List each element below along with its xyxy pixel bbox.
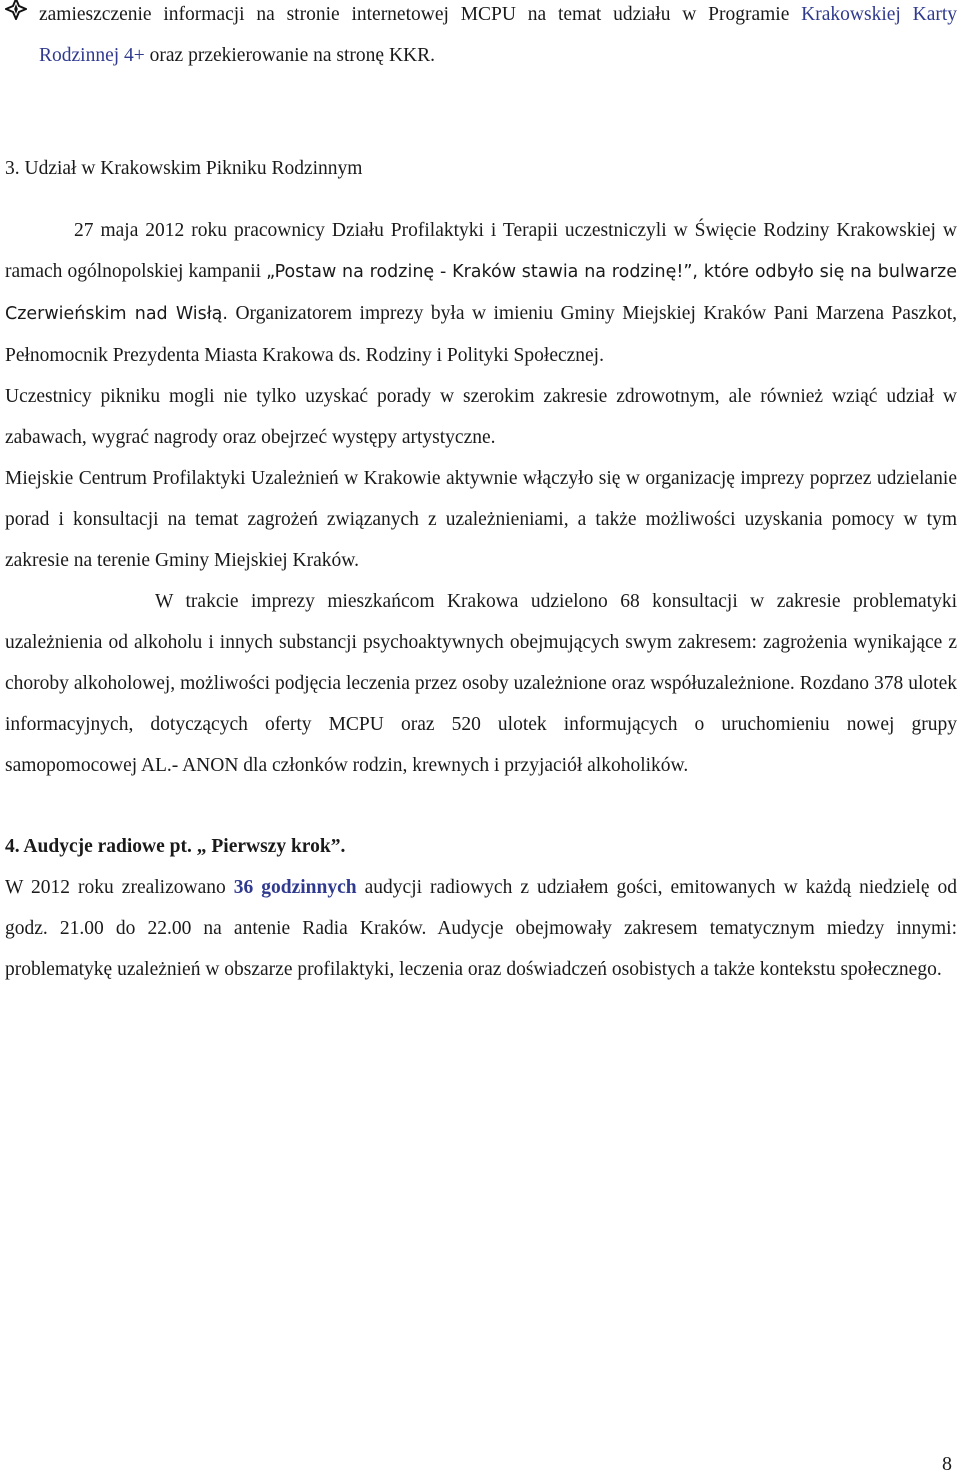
campaign-name: „Postaw na rodzinę - Kraków stawia na rodzinę!	[266, 262, 684, 282]
s4-part1: W 2012 roku zrealizowano	[5, 877, 234, 898]
hours-highlight: 36 godzinnych	[233, 877, 357, 898]
p1-part3: Organizatorem imprezy była w imieniu Gminy Miejskiej Kraków Pani Marzena Paszkot, Pełnomocnik Prezydenta Miasta Krakowa ds. Rodziny i Polityki Społecznej.	[5, 303, 957, 366]
section-3-paragraph-4: W trakcie imprezy mieszkańcom Krakowa udzielono 68 konsultacji w zakresie problematyki uzależnienia od alkoholu i innych substancji psychoaktywnych obejmujących swym zakresem: zagrożenia wynikające z choroby alkoholowej, możliwości podjęcia leczenia przez osoby uzależnione oraz współuzależnione. Rozdano 378 ulotek informacyjnych, dotyczących oferty MCPU oraz 520 ulotek informujących o uruchomieniu nowej grupy samopomocowej AL.- ANON dla członków rodzin, krewnych i przyjaciół alkoholików.	[5, 591, 957, 776]
kkr-program-name: Krakowskiej Karty Rodzinnej 4+	[39, 4, 958, 66]
section-3-paragraph-2: Uczestnicy pikniku mogli nie tylko uzyskać porady w szerokim zakresie zdrowotnym, ale również wziąć udział w zabawach, wygrać nagrody oraz obejrzeć występy artystyczne.	[5, 386, 957, 448]
section-4-paragraph-1	[5, 867, 957, 990]
bullet-item	[5, 0, 957, 76]
section-3-paragraph-3: Miejskie Centrum Profilaktyki Uzależnień w Krakowie aktywnie włączyło się w organizację imprezy poprzez udzielanie porad i konsultacji na temat zagrożeń związanych z uzależnieniami, a także możliwości uzyskania pomocy w tym zakresie na terenie Gminy Miejskiej Kraków.	[5, 468, 957, 571]
section-3-paragraph-1	[5, 210, 957, 376]
bullet-text-before: zamieszczenie informacji na stronie internetowej MCPU na temat udziału w Programie	[39, 4, 802, 25]
section-3-heading: 3. Udział w Krakowskim Pikniku Rodzinnym	[5, 158, 363, 179]
p1-part1: 27 maja 2012 roku pracownicy Działu Profilaktyki i Terapii uczestniczyli w Święcie Rodziny Krakowskiej w ramach ogólnopolskiej kampanii	[5, 220, 957, 282]
p1-part2: ”, które odbyło się na bulwarze Czerwieńskim nad Wisłą.	[5, 262, 957, 324]
bullet-text-after: oraz przekierowanie na stronę KKR.	[144, 45, 435, 66]
page-number: 8	[942, 1453, 952, 1475]
diamond-bullet-icon	[5, 0, 27, 20]
s4-part2: audycji radiowych z udziałem gości, emitowanych w każdą niedzielę od godz. 21.00 do 22.00 na antenie Radia Kraków. Audycje obejmowały zakresem tematycznym miedzy innymi: problematykę uzależnień w obszarze profilaktyki, leczenia oraz doświadczeń osobistych a także kontekstu społecznego.	[5, 877, 957, 980]
document-page	[5, 0, 957, 990]
section-4-heading: 4. Audycje radiowe pt. „ Pierwszy krok”.	[5, 836, 346, 857]
